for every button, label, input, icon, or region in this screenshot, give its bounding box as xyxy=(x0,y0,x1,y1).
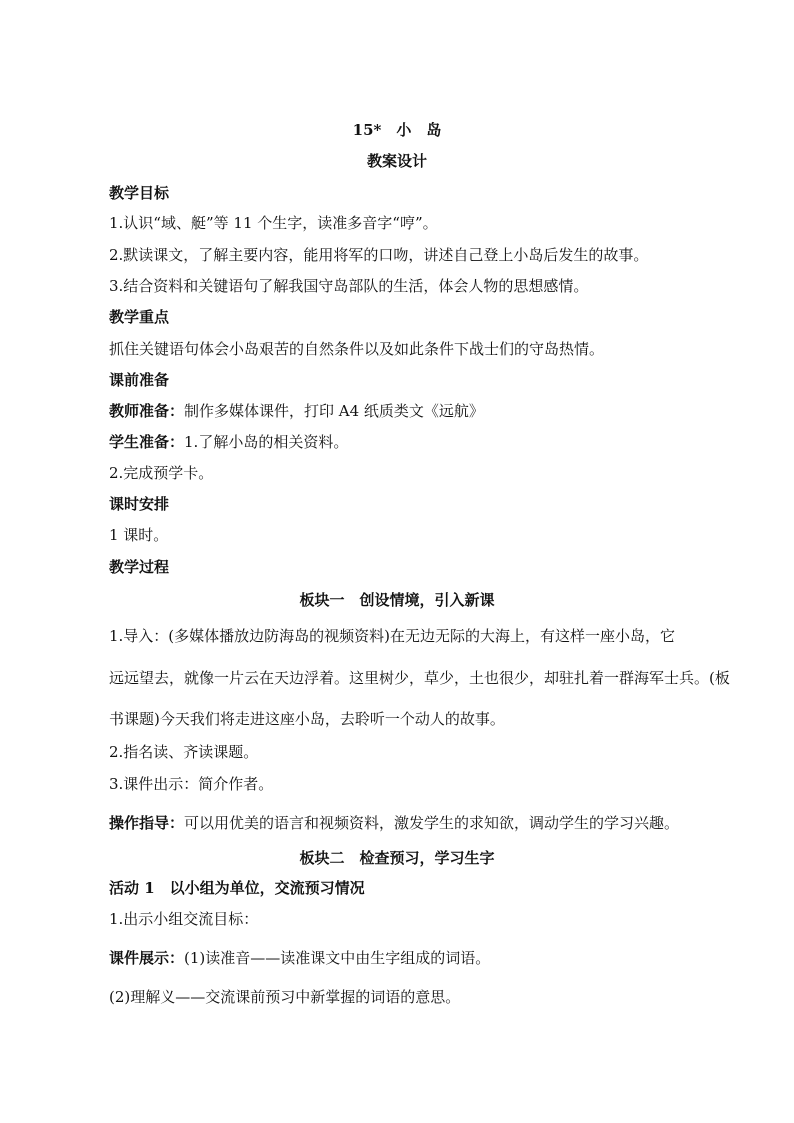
block1-p3: 3.课件出示：简介作者。 xyxy=(109,775,274,793)
teacher-prep-text: 制作多媒体课件，打印 A4 纸质类文《远航》 xyxy=(184,402,484,420)
key-text: 抓住关键语句体会小岛艰苦的自然条件以及如此条件下战士们的守岛热情。 xyxy=(109,340,605,358)
goal-item: 3.结合资料和关键语句了解我国守岛部队的生活，体会人物的思想感情。 xyxy=(109,277,589,295)
courseware-display xyxy=(109,948,490,968)
student-prep-2: 2.完成预学卡。 xyxy=(109,464,214,482)
guide-text: 可以用优美的语言和视频资料，激发学生的求知欲，调动学生的学习兴趣。 xyxy=(184,814,680,832)
document-subtitle: 教案设计 xyxy=(366,152,427,170)
teacher-prep xyxy=(109,401,484,421)
guide-label: 操作指导： xyxy=(109,814,185,832)
student-prep-text: 1.了解小岛的相关资料。 xyxy=(184,433,349,451)
activity1-heading: 活动 1 以小组为单位，交流预习情况 xyxy=(109,879,365,897)
block1-p1-line3: 书课题)今天我们将走进这座小岛，去聆听一个动人的故事。 xyxy=(109,710,505,728)
block1-p2: 2.指名读、齐读课题。 xyxy=(109,743,259,761)
key-heading: 教学重点 xyxy=(109,308,170,326)
goal-item: 2.默读课文，了解主要内容，能用将军的口吻，讲述自己登上小岛后发生的故事。 xyxy=(109,246,649,264)
courseware-text: (1)读准音——读准课文中由生字组成的词语。 xyxy=(184,949,491,967)
process-heading: 教学过程 xyxy=(109,558,170,576)
prep-heading: 课前准备 xyxy=(109,371,170,389)
student-prep-label: 学生准备： xyxy=(109,433,185,451)
block1-p1-line1: 1.导入：(多媒体播放边防海岛的视频资料)在无边无际的大海上，有这样一座小岛，它 xyxy=(109,627,676,645)
time-heading: 课时安排 xyxy=(109,495,170,513)
courseware-label: 课件展示： xyxy=(109,949,185,967)
lesson-title: 15* 小 岛 xyxy=(352,121,442,139)
activity1-p3: (2)理解义——交流课前预习中新掌握的词语的意思。 xyxy=(109,988,461,1006)
time-text: 1 课时。 xyxy=(109,526,169,544)
teacher-prep-label: 教师准备： xyxy=(109,402,185,420)
student-prep xyxy=(109,432,348,452)
goal-item: 1.认识“域、艇”等 11 个生字，读准多音字“哼”。 xyxy=(109,214,438,232)
operation-guide xyxy=(109,813,679,833)
goals-heading: 教学目标 xyxy=(109,184,170,202)
block1-p1-line2: 远远望去，就像一片云在天边浮着。这里树少，草少，土也很少，却驻扎着一群海军士兵。(板 xyxy=(109,669,730,687)
activity1-p1: 1.出示小组交流目标： xyxy=(109,910,259,928)
block2-title: 板块二 检查预习，学习生字 xyxy=(299,849,495,867)
block1-title: 板块一 创设情境，引入新课 xyxy=(299,591,495,609)
